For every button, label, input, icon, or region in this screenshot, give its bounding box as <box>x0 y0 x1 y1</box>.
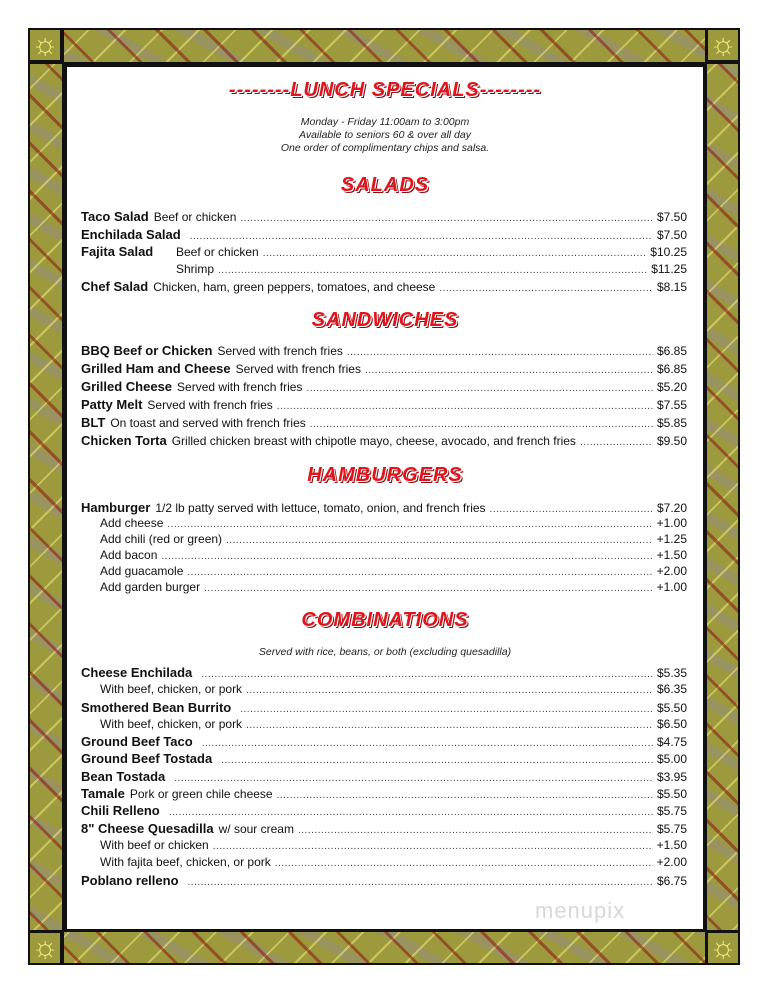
menu-item <box>81 415 687 433</box>
item-name: Poblano relleno <box>81 872 179 888</box>
item-description: w/ sour cream <box>218 821 294 836</box>
menu-item <box>81 361 687 379</box>
sun-icon: ☼ <box>706 931 740 965</box>
item-price: +1.50 <box>656 548 687 562</box>
dot-leader <box>218 265 647 276</box>
combinations-note: Served with rice, beans, or both (excluding quesadilla) <box>258 646 512 658</box>
item-name: Hamburger <box>81 500 151 515</box>
menu-item <box>81 343 687 361</box>
item-description: With beef or chicken <box>100 837 209 852</box>
dot-leader <box>365 365 653 376</box>
salads-list <box>81 209 687 297</box>
lunch-specials-notes <box>64 116 706 155</box>
dot-leader <box>226 535 653 546</box>
item-price: $5.75 <box>656 821 687 836</box>
menu-item <box>81 397 687 415</box>
item-name: Chef Salad <box>81 279 149 294</box>
dot-leader <box>275 858 653 869</box>
item-price: $6.75 <box>656 873 687 888</box>
dot-leader <box>201 669 653 680</box>
item-price: +1.25 <box>656 532 687 546</box>
dot-leader <box>310 419 653 430</box>
item-description: Pork or green chile cheese <box>129 787 273 802</box>
menu-item <box>81 821 687 838</box>
dot-leader <box>167 519 652 530</box>
menu-item <box>81 516 687 532</box>
item-name: Tamale <box>81 786 125 802</box>
dot-leader <box>169 807 653 818</box>
item-name: Enchilada Salad <box>81 226 181 242</box>
item-description: Served with french fries <box>177 380 303 394</box>
item-name: Grilled Cheese <box>81 379 173 394</box>
item-description: Add cheese <box>100 516 164 530</box>
menu-item <box>81 855 687 872</box>
dot-leader <box>263 248 647 259</box>
note-line: One order of complimentary chips and salsa. <box>280 142 490 154</box>
menu-item <box>81 209 687 227</box>
item-price: $5.75 <box>656 804 687 819</box>
item-description: Add guacamole <box>100 564 184 578</box>
sun-icon: ☼ <box>28 931 62 965</box>
item-price: +2.00 <box>656 855 687 870</box>
menu-item <box>81 500 687 516</box>
dot-leader <box>298 825 653 836</box>
item-description: Served with french fries <box>147 398 273 412</box>
item-description: Add bacon <box>100 548 158 562</box>
dot-leader <box>439 283 653 294</box>
menu-item <box>81 786 687 803</box>
item-name: Patty Melt <box>81 397 143 412</box>
dot-leader <box>161 551 652 562</box>
item-price: $5.00 <box>656 752 687 767</box>
menu-item <box>81 803 687 820</box>
dot-leader <box>213 841 653 852</box>
dot-leader <box>347 347 653 358</box>
menu-item <box>81 262 687 280</box>
item-price: $6.85 <box>656 344 687 358</box>
sun-icon: ☼ <box>28 28 62 62</box>
item-price: $4.75 <box>656 735 687 750</box>
menu-item <box>81 682 687 699</box>
dot-leader <box>306 383 653 394</box>
menu-item <box>81 580 687 596</box>
item-name: Grilled Ham and Cheese <box>81 361 231 376</box>
menu-item <box>81 734 687 751</box>
item-description: With beef, chicken, or pork <box>100 682 243 697</box>
item-description: Add chili (red or green) <box>100 532 223 546</box>
dot-leader <box>490 504 653 515</box>
item-price: $7.20 <box>656 501 687 515</box>
item-price: $7.50 <box>656 227 687 242</box>
item-name: Taco Salad <box>81 209 149 224</box>
salads-heading: SALADS <box>340 174 430 196</box>
dot-leader <box>174 773 653 784</box>
dot-leader <box>187 567 652 578</box>
dot-leader <box>580 437 653 448</box>
menu-item <box>81 769 687 786</box>
note-line: Monday - Friday 11:00am to 3:00pm <box>300 116 470 128</box>
dot-leader <box>246 720 653 731</box>
item-name: Chili Relleno <box>81 803 160 819</box>
item-description: Add garden burger <box>100 580 201 594</box>
item-price: $10.25 <box>650 245 687 259</box>
sandwiches-heading: SANDWICHES <box>311 309 459 331</box>
watermark: menupix <box>535 898 626 923</box>
item-name: 8" Cheese Quesadilla <box>81 820 214 836</box>
menu-item <box>81 379 687 397</box>
item-description: Chicken, ham, green peppers, tomatoes, and cheese <box>153 280 436 294</box>
item-name: Cheese Enchilada <box>81 665 193 680</box>
item-description: 1/2 lb patty served with lettuce, tomato, onion, and french fries <box>155 501 486 515</box>
menu-item <box>81 665 687 682</box>
menu-item <box>81 838 687 855</box>
item-price: $5.50 <box>656 787 687 802</box>
hamburgers-heading: HAMBURGERS <box>307 464 463 486</box>
item-description: Grilled chicken breast with chipotle mayo, cheese, avocado, and french fries <box>171 434 576 448</box>
menu-item <box>81 751 687 768</box>
menu-item <box>81 532 687 548</box>
item-price: $5.85 <box>656 416 687 430</box>
item-price: $7.55 <box>656 398 687 412</box>
dot-leader <box>277 790 653 801</box>
item-name: Ground Beef Tostada <box>81 751 213 767</box>
item-description: Shrimp <box>176 261 215 276</box>
sandwiches-list <box>81 343 687 451</box>
dot-leader <box>246 685 653 696</box>
item-name: BBQ Beef or Chicken <box>81 343 213 358</box>
item-price: +1.00 <box>656 516 687 530</box>
dot-leader <box>277 401 653 412</box>
menu-item <box>81 700 687 717</box>
dot-leader <box>188 877 653 888</box>
menu-item <box>81 279 687 297</box>
item-name: Ground Beef Taco <box>81 734 193 750</box>
dot-leader <box>240 213 653 224</box>
item-description: Beef or chicken <box>153 210 237 224</box>
item-description: Served with french fries <box>217 344 343 358</box>
dot-leader <box>204 583 653 594</box>
item-price: $9.50 <box>656 434 687 448</box>
dot-leader <box>240 704 653 715</box>
item-price: $8.15 <box>656 280 687 294</box>
item-name: Chicken Torta <box>81 433 167 448</box>
item-price: +2.00 <box>656 564 687 578</box>
item-price: $6.85 <box>656 362 687 376</box>
hamburgers-list <box>81 500 687 596</box>
item-description: On toast and served with french fries <box>110 416 306 430</box>
item-description: Served with french fries <box>235 362 361 376</box>
item-price: $5.50 <box>656 700 687 715</box>
menu-item <box>81 244 687 262</box>
menu-item <box>81 717 687 734</box>
sun-icon: ☼ <box>706 28 740 62</box>
item-price: $7.50 <box>656 210 687 224</box>
item-name: Bean Tostada <box>81 768 166 784</box>
lunch-specials-heading: --------LUNCH SPECIALS-------- <box>228 79 542 101</box>
item-price: $6.35 <box>656 682 687 697</box>
item-price: +1.00 <box>656 580 687 594</box>
item-name: Fajita Salad <box>81 244 154 259</box>
menu-item <box>81 227 687 245</box>
item-name: BLT <box>81 415 106 430</box>
menu-item <box>81 873 687 890</box>
menu-item <box>81 564 687 580</box>
combinations-list <box>81 665 687 890</box>
item-name: Smothered Bean Burrito <box>81 699 232 715</box>
dot-leader <box>190 231 653 242</box>
item-price: $5.35 <box>656 666 687 680</box>
menu-item <box>81 433 687 451</box>
item-description: Beef or chicken <box>176 245 259 259</box>
item-description: With fajita beef, chicken, or pork <box>100 855 271 870</box>
item-price: +1.50 <box>656 837 687 852</box>
combinations-heading: COMBINATIONS <box>301 609 469 631</box>
item-price: $11.25 <box>651 261 687 276</box>
item-price: $5.20 <box>656 380 687 394</box>
item-price: $3.95 <box>656 769 687 784</box>
item-price: $6.50 <box>656 716 687 731</box>
note-line: Available to seniors 60 & over all day <box>299 129 471 141</box>
item-description: With beef, chicken, or pork <box>100 716 243 731</box>
dot-leader <box>221 755 653 766</box>
dot-leader <box>202 738 653 749</box>
menu-item <box>81 548 687 564</box>
